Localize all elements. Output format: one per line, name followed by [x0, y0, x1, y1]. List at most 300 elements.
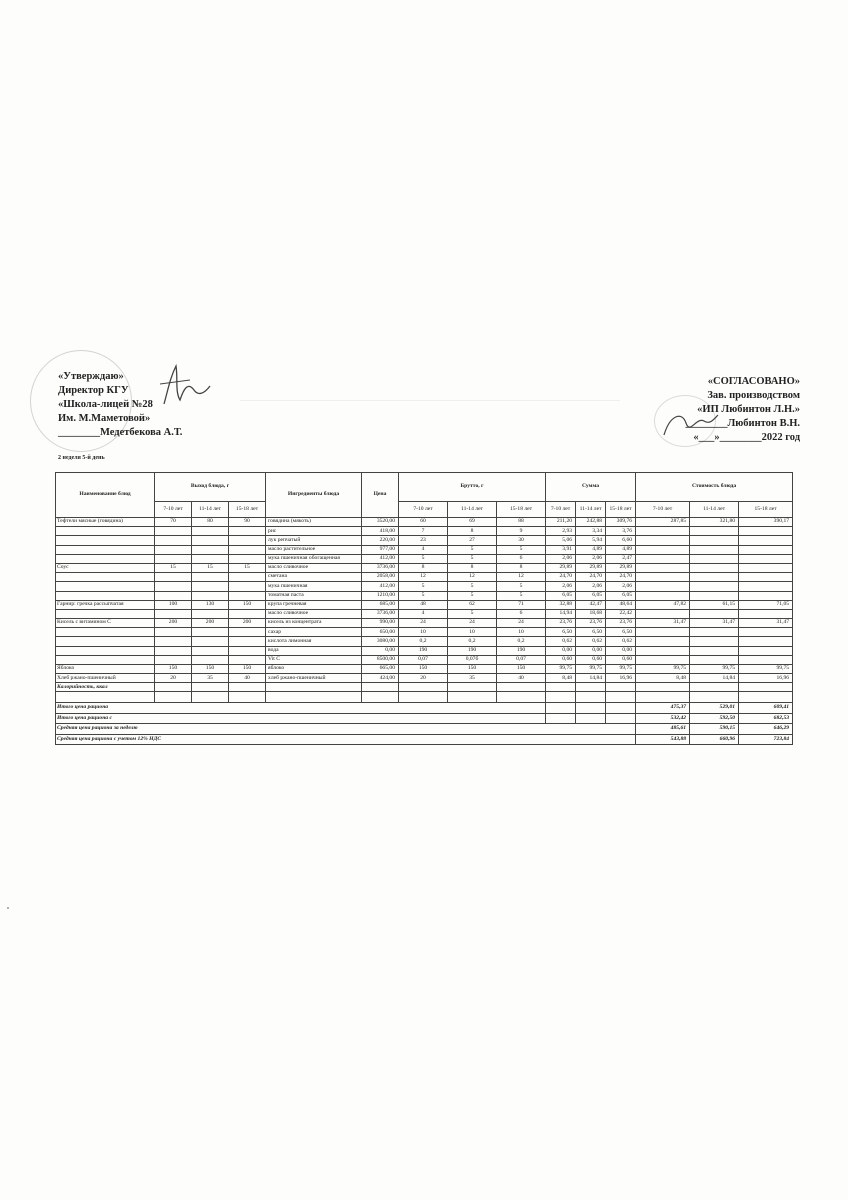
cell-sum: 8,48	[546, 674, 576, 683]
agreed-block	[685, 375, 800, 445]
cell-cost	[636, 655, 690, 664]
cell-cost: 99,75	[690, 665, 739, 674]
cell-price: 424,00	[362, 674, 399, 683]
cell-dish-name	[56, 637, 155, 646]
cell-cost	[636, 554, 690, 563]
cell-sum: 6,05	[546, 591, 576, 600]
table-row	[56, 674, 793, 683]
cell-price: 685,00	[362, 600, 399, 609]
summary-row	[56, 724, 793, 735]
cell-gross: 23	[399, 536, 448, 545]
cell-price: 1210,00	[362, 591, 399, 600]
cell-yield	[192, 582, 229, 591]
cell-sum: 24,70	[546, 573, 576, 582]
cell-gross: 40	[497, 674, 546, 683]
cell-yield: 70	[155, 518, 192, 527]
approve-signer: ________Медетбекова А.Т.	[58, 427, 183, 438]
cell-sum: 2,47	[606, 554, 636, 563]
cell-gross: 0,07	[497, 655, 546, 664]
cell-yield: 15	[155, 563, 192, 572]
empty-cell	[192, 692, 229, 703]
cell-sum: 14,84	[576, 674, 606, 683]
cell-price: 650,00	[362, 628, 399, 637]
cell-dish-name: Яблоко	[56, 665, 155, 674]
summary-value: 485,61	[636, 724, 690, 735]
empty-cell	[266, 683, 362, 692]
table-header-row	[56, 473, 793, 502]
cell-yield: 15	[192, 563, 229, 572]
header-sum: Сумма	[546, 473, 636, 502]
cell-cost	[636, 563, 690, 572]
empty-cell	[399, 683, 448, 692]
table-row	[56, 518, 793, 527]
cell-sum: 6,50	[576, 628, 606, 637]
cell-cost	[739, 637, 793, 646]
cell-yield	[229, 573, 266, 582]
empty-cell	[266, 692, 362, 703]
empty-cell	[56, 692, 155, 703]
summary-value: 723,84	[739, 734, 793, 745]
empty-cell	[229, 692, 266, 703]
cell-sum: 48,64	[606, 600, 636, 609]
header-age: 11-14 лет	[192, 502, 229, 518]
cell-gross: 0,2	[399, 637, 448, 646]
cell-cost	[690, 637, 739, 646]
cell-gross: 6	[497, 609, 546, 618]
agreed-org: «ИП Любинтон Л.Н.»	[697, 404, 800, 415]
cell-gross: 6	[497, 554, 546, 563]
cell-cost: 31,47	[739, 619, 793, 628]
cell-yield: 130	[192, 600, 229, 609]
empty-cell	[497, 692, 546, 703]
empty-cell	[576, 703, 606, 714]
cell-yield: 15	[229, 563, 266, 572]
cell-yield	[229, 582, 266, 591]
empty-cell	[576, 692, 606, 703]
cell-sum: 5,94	[576, 536, 606, 545]
cell-cost: 321,80	[690, 518, 739, 527]
cell-yield	[155, 582, 192, 591]
cell-cost	[636, 527, 690, 536]
header-age: 15-18 лет	[497, 502, 546, 518]
approve-position: Директор КГУ	[58, 385, 129, 396]
cell-gross: 10	[399, 628, 448, 637]
cell-yield	[192, 646, 229, 655]
cell-sum: 32,88	[546, 600, 576, 609]
cell-gross: 12	[497, 573, 546, 582]
cell-cost	[739, 554, 793, 563]
cell-cost: 16,96	[739, 674, 793, 683]
cell-sum: 99,75	[576, 665, 606, 674]
cell-price: 665,00	[362, 665, 399, 674]
summary-row	[56, 734, 793, 745]
cell-ingredient: вода	[266, 646, 362, 655]
summary-value: 529,01	[690, 703, 739, 714]
agreed-signer: ________Любинтон В.Н.	[685, 418, 800, 429]
cell-gross: 69	[448, 518, 497, 527]
cell-ingredient: томатная паста	[266, 591, 362, 600]
cell-sum: 6,05	[576, 591, 606, 600]
cell-yield: 20	[155, 674, 192, 683]
empty-cell	[229, 683, 266, 692]
agreed-date: «___»________2022 год	[693, 432, 800, 443]
table-row	[56, 536, 793, 545]
cell-yield	[229, 527, 266, 536]
approve-org: «Школа-лицей №28	[58, 399, 153, 410]
empty-cell	[576, 683, 606, 692]
empty-cell	[606, 713, 636, 724]
cell-cost	[690, 554, 739, 563]
cell-gross: 5	[448, 591, 497, 600]
calories-label: Калорийность, ккал	[56, 683, 155, 692]
cell-yield	[192, 545, 229, 554]
cell-yield: 200	[192, 619, 229, 628]
summary-value: 646,29	[739, 724, 793, 735]
cell-gross: 5	[448, 582, 497, 591]
cell-gross: 5	[497, 591, 546, 600]
cell-gross: 190	[448, 646, 497, 655]
cell-dish-name	[56, 573, 155, 582]
cell-gross: 35	[448, 674, 497, 683]
cell-yield	[192, 637, 229, 646]
cell-cost: 390,17	[739, 518, 793, 527]
cell-sum: 3,34	[576, 527, 606, 536]
scan-speck	[7, 907, 9, 909]
cell-cost: 71,05	[739, 600, 793, 609]
empty-cell	[636, 692, 690, 703]
cell-yield	[192, 591, 229, 600]
cell-price: 977,00	[362, 545, 399, 554]
cell-dish-name	[56, 545, 155, 554]
cell-sum: 14,94	[546, 609, 576, 618]
cell-yield	[229, 646, 266, 655]
cell-gross: 10	[448, 628, 497, 637]
cell-gross: 8	[497, 563, 546, 572]
spacer-row	[56, 692, 793, 703]
empty-cell	[690, 692, 739, 703]
summary-value: 682,53	[739, 713, 793, 724]
cell-gross: 5	[399, 582, 448, 591]
cell-sum: 0,62	[606, 637, 636, 646]
cell-ingredient: сахар	[266, 628, 362, 637]
cell-price: 418,00	[362, 527, 399, 536]
cell-yield	[192, 554, 229, 563]
summary-value: 475,37	[636, 703, 690, 714]
cell-gross: 4	[399, 609, 448, 618]
cell-yield	[229, 591, 266, 600]
table-subheader-row	[56, 502, 793, 518]
cell-dish-name	[56, 609, 155, 618]
cell-ingredient: масло сливочное	[266, 563, 362, 572]
cell-yield	[155, 591, 192, 600]
cell-cost: 99,75	[636, 665, 690, 674]
cell-gross: 30	[497, 536, 546, 545]
cell-dish-name	[56, 646, 155, 655]
agreed-position: Зав. производством	[707, 390, 800, 401]
cell-gross: 10	[497, 628, 546, 637]
cell-cost	[636, 637, 690, 646]
cell-yield: 40	[229, 674, 266, 683]
cell-cost	[739, 573, 793, 582]
scan-artifact-line	[240, 400, 620, 401]
cell-sum: 2,93	[546, 527, 576, 536]
cell-yield	[229, 545, 266, 554]
cell-yield	[229, 536, 266, 545]
header-age: 11-14 лет	[576, 502, 606, 518]
summary-value: 609,41	[739, 703, 793, 714]
cell-yield	[229, 637, 266, 646]
cell-cost	[690, 628, 739, 637]
empty-cell	[155, 692, 192, 703]
cell-cost	[739, 582, 793, 591]
cell-ingredient: кисель из концентрата	[266, 619, 362, 628]
header-age: 7-10 лет	[399, 502, 448, 518]
cell-gross: 8	[448, 527, 497, 536]
cell-yield	[155, 609, 192, 618]
summary-label: Средняя цена рациона с учетом 12% НДС	[56, 734, 636, 745]
cell-cost	[690, 536, 739, 545]
cell-ingredient: говядина (мякоть)	[266, 518, 362, 527]
cell-gross: 5	[497, 545, 546, 554]
cell-yield: 150	[192, 665, 229, 674]
header-age: 11-14 лет	[690, 502, 739, 518]
cell-ingredient: кислота лимонная	[266, 637, 362, 646]
header-age: 15-18 лет	[739, 502, 793, 518]
cell-gross: 88	[497, 518, 546, 527]
cell-gross: 0,2	[497, 637, 546, 646]
cell-yield	[155, 646, 192, 655]
cell-sum: 0,00	[576, 646, 606, 655]
cell-cost: 287,85	[636, 518, 690, 527]
approve-org-name: Им. М.Маметовой»	[58, 413, 151, 424]
cell-sum: 6,50	[546, 628, 576, 637]
cell-cost	[690, 655, 739, 664]
cell-gross: 24	[448, 619, 497, 628]
empty-cell	[448, 692, 497, 703]
cell-sum: 6,50	[606, 628, 636, 637]
cell-gross: 0,2	[448, 637, 497, 646]
cell-cost	[636, 545, 690, 554]
empty-cell	[739, 683, 793, 692]
header-ingredients: Ингредиенты блюда	[266, 473, 362, 518]
cell-sum: 0,62	[546, 637, 576, 646]
empty-cell	[739, 692, 793, 703]
cell-yield	[155, 655, 192, 664]
cell-yield	[192, 609, 229, 618]
cell-sum: 2,06	[606, 582, 636, 591]
cell-cost	[636, 582, 690, 591]
header-age: 15-18 лет	[606, 502, 636, 518]
cell-sum: 6,05	[606, 591, 636, 600]
table-row	[56, 591, 793, 600]
table-row	[56, 582, 793, 591]
cell-ingredient: Vit C	[266, 655, 362, 664]
cell-sum: 2,06	[546, 582, 576, 591]
cell-ingredient: мука пшеничная обогащенная	[266, 554, 362, 563]
cell-yield: 80	[192, 518, 229, 527]
empty-cell	[192, 683, 229, 692]
cell-sum: 5,06	[546, 536, 576, 545]
cell-sum: 99,75	[606, 665, 636, 674]
cell-yield	[155, 573, 192, 582]
table-row	[56, 665, 793, 674]
table-row	[56, 619, 793, 628]
cell-sum: 0,00	[546, 646, 576, 655]
cell-price: 0,00	[362, 646, 399, 655]
header-age: 11-14 лет	[448, 502, 497, 518]
cell-sum: 4,89	[606, 545, 636, 554]
header-yield: Выход блюда, г	[155, 473, 266, 502]
cell-cost	[739, 655, 793, 664]
cell-dish-name: Хлеб ржано-пшеничный	[56, 674, 155, 683]
cell-yield	[229, 554, 266, 563]
cell-cost	[636, 536, 690, 545]
cell-yield	[192, 573, 229, 582]
empty-cell	[448, 683, 497, 692]
cell-gross: 8	[399, 563, 448, 572]
cell-yield: 35	[192, 674, 229, 683]
table-body	[56, 518, 793, 745]
table-row	[56, 573, 793, 582]
cell-gross: 7	[399, 527, 448, 536]
menu-table	[55, 472, 793, 745]
cell-sum: 0,00	[606, 646, 636, 655]
cell-gross: 20	[399, 674, 448, 683]
cell-cost: 47,82	[636, 600, 690, 609]
cell-sum: 23,76	[606, 619, 636, 628]
cell-cost	[739, 628, 793, 637]
cell-yield: 90	[229, 518, 266, 527]
header-dish: Наименование блюд	[56, 473, 155, 518]
cell-gross: 5	[448, 609, 497, 618]
cell-yield	[192, 628, 229, 637]
cell-yield	[192, 527, 229, 536]
cell-gross: 150	[399, 665, 448, 674]
summary-value: 592,50	[690, 713, 739, 724]
table-row	[56, 563, 793, 572]
cell-cost	[636, 609, 690, 618]
cell-yield: 150	[155, 665, 192, 674]
header-age: 7-10 лет	[155, 502, 192, 518]
header-gross: Брутто, г	[399, 473, 546, 502]
cell-sum: 2,06	[576, 554, 606, 563]
header-age: 15-18 лет	[229, 502, 266, 518]
empty-cell	[399, 692, 448, 703]
cell-dish-name: Кисель с витамином С	[56, 619, 155, 628]
cell-gross: 24	[497, 619, 546, 628]
cell-yield	[155, 536, 192, 545]
cell-price: 3080,00	[362, 637, 399, 646]
cell-sum: 18,68	[576, 609, 606, 618]
week-day-subtitle: 2 неделя 5-й день	[58, 455, 105, 461]
cell-cost	[690, 545, 739, 554]
cell-sum: 24,70	[576, 573, 606, 582]
cell-cost	[690, 527, 739, 536]
approve-title: «Утверждаю»	[58, 371, 124, 382]
cell-gross: 5	[399, 591, 448, 600]
cell-sum: 211,20	[546, 518, 576, 527]
cell-sum: 23,76	[546, 619, 576, 628]
summary-label: Итого цена рациона	[56, 703, 546, 714]
cell-gross: 0,07	[399, 655, 448, 664]
table-row	[56, 628, 793, 637]
empty-cell	[362, 683, 399, 692]
cell-yield	[155, 554, 192, 563]
summary-value: 590,15	[690, 724, 739, 735]
cell-price: 412,00	[362, 554, 399, 563]
cell-dish-name: Соус	[56, 563, 155, 572]
cell-yield	[229, 609, 266, 618]
cell-price: 412,00	[362, 582, 399, 591]
cell-sum: 309,76	[606, 518, 636, 527]
empty-cell	[606, 692, 636, 703]
cell-gross: 190	[399, 646, 448, 655]
cell-price: 990,00	[362, 619, 399, 628]
header-age: 7-10 лет	[546, 502, 576, 518]
cell-sum: 0,60	[576, 655, 606, 664]
empty-cell	[690, 683, 739, 692]
cell-yield: 100	[155, 600, 192, 609]
cell-ingredient: масло растительное	[266, 545, 362, 554]
cell-gross: 5	[448, 554, 497, 563]
cell-cost	[690, 591, 739, 600]
cell-dish-name	[56, 591, 155, 600]
table-row	[56, 545, 793, 554]
cell-sum: 16,96	[606, 674, 636, 683]
cell-gross: 27	[448, 536, 497, 545]
cell-sum: 29,89	[576, 563, 606, 572]
cell-sum: 3,76	[606, 527, 636, 536]
cell-cost	[636, 573, 690, 582]
cell-sum: 3,91	[546, 545, 576, 554]
cell-dish-name	[56, 655, 155, 664]
table-row	[56, 655, 793, 664]
cell-dish-name	[56, 628, 155, 637]
cell-dish-name	[56, 536, 155, 545]
cell-sum: 0,60	[546, 655, 576, 664]
cell-gross: 0,07б	[448, 655, 497, 664]
cell-yield	[192, 655, 229, 664]
cell-dish-name	[56, 582, 155, 591]
cell-yield	[155, 527, 192, 536]
cell-cost	[739, 563, 793, 572]
cell-yield: 200	[229, 619, 266, 628]
cell-dish-name	[56, 554, 155, 563]
table-row	[56, 527, 793, 536]
table-row	[56, 609, 793, 618]
cell-yield	[155, 545, 192, 554]
cell-cost	[739, 609, 793, 618]
cell-yield	[229, 628, 266, 637]
summary-value: 543,88	[636, 734, 690, 745]
cell-cost	[739, 536, 793, 545]
cell-gross: 5	[399, 554, 448, 563]
cell-cost: 99,75	[739, 665, 793, 674]
cell-dish-name	[56, 527, 155, 536]
cell-cost: 31,47	[636, 619, 690, 628]
cell-yield: 150	[229, 665, 266, 674]
cell-cost: 14,84	[690, 674, 739, 683]
cell-gross: 60	[399, 518, 448, 527]
cell-cost	[690, 573, 739, 582]
cell-cost: 61,15	[690, 600, 739, 609]
cell-dish-name: Гарнир: гречка рассыпчатая	[56, 600, 155, 609]
cell-gross: 5	[497, 582, 546, 591]
empty-cell	[546, 692, 576, 703]
cell-sum: 4,89	[576, 545, 606, 554]
cell-sum: 29,89	[546, 563, 576, 572]
cell-sum: 24,70	[606, 573, 636, 582]
